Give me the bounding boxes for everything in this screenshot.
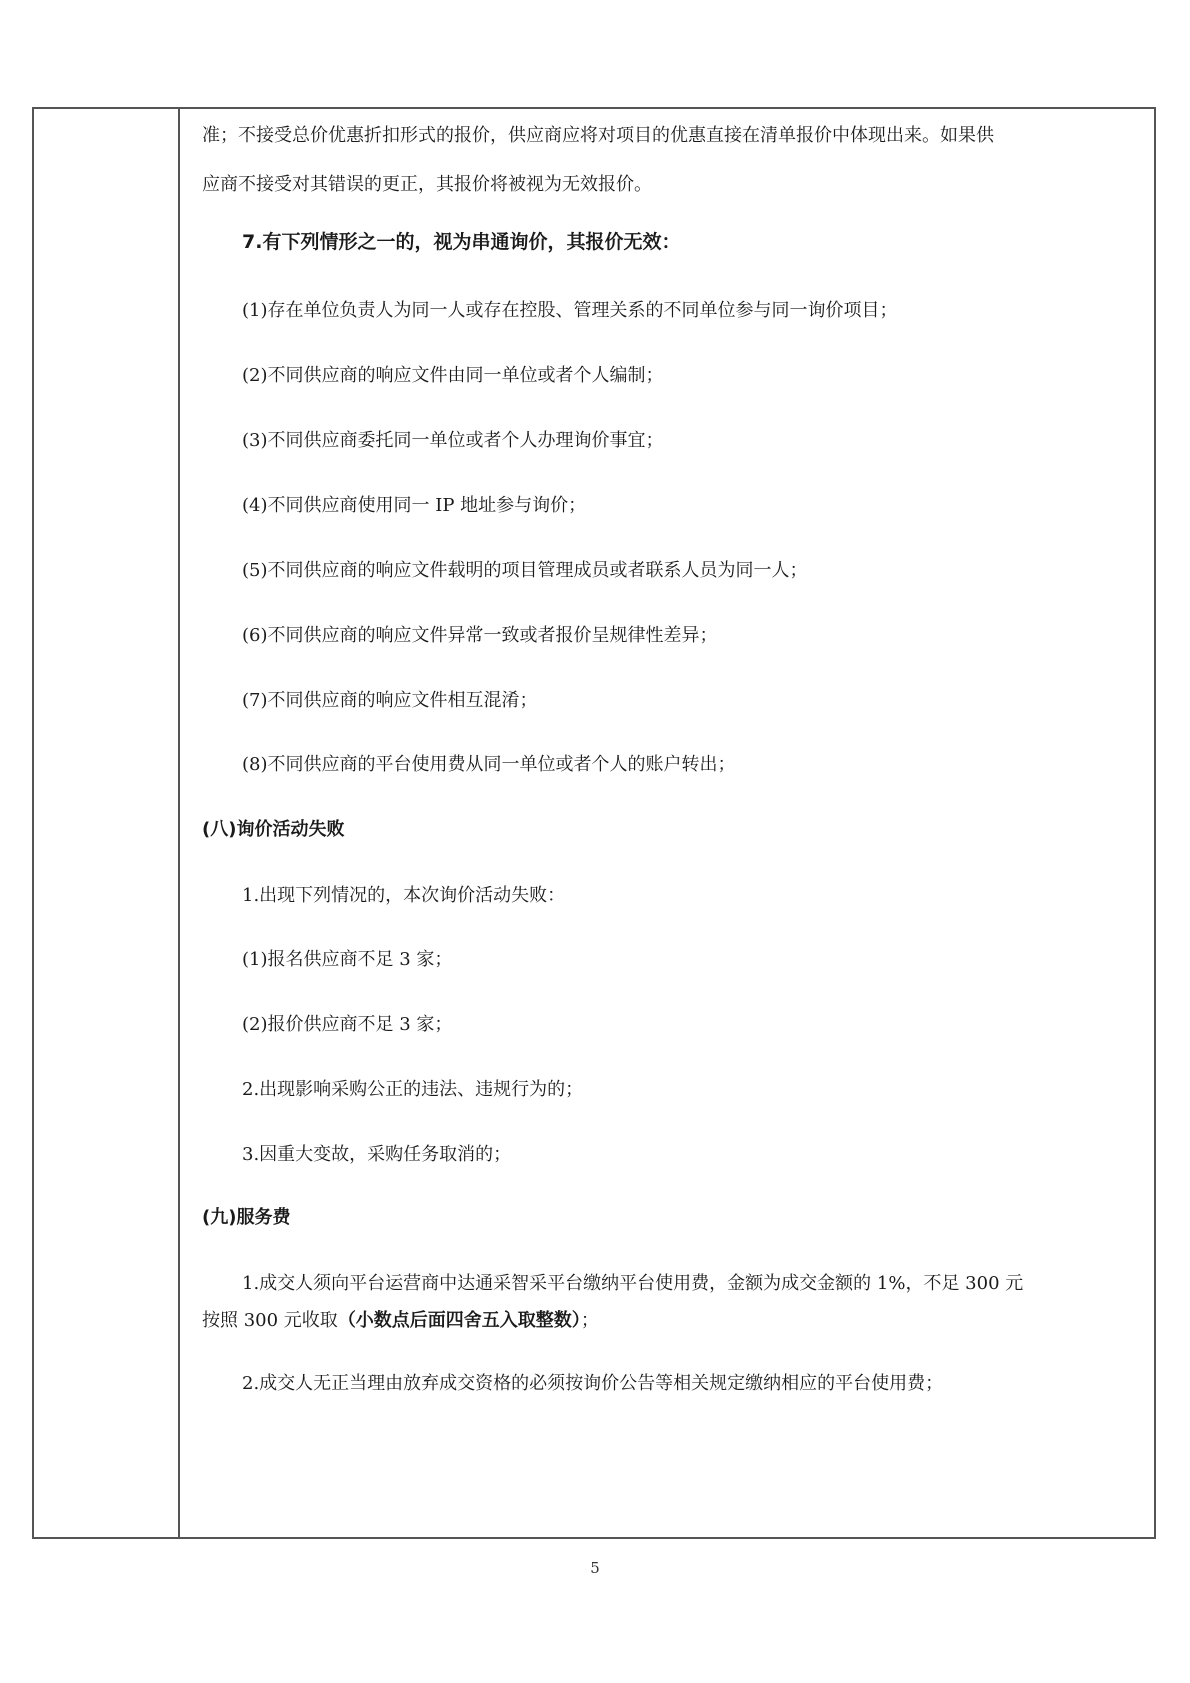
collusion-heading: 7.有下列情形之一的，视为串通询价，其报价无效： (242, 231, 681, 253)
collusion-item-1: (1)存在单位负责人为同一人或存在控股、管理关系的不同单位参与同一询价项目； (242, 300, 898, 321)
fee-item-2: 2.成交人无正当理由放弃成交资格的必须按询价公告等相关规定缴纳相应的平台使用费； (242, 1373, 944, 1394)
fee-item-1-text: 按照 300 元收取 (202, 1310, 338, 1331)
collusion-item-6: (6)不同供应商的响应文件异常一致或者报价呈规律性差异； (242, 625, 718, 646)
failure-item-3: 3.因重大变故，采购任务取消的； (242, 1144, 512, 1165)
collusion-item-5: (5)不同供应商的响应文件载明的项目管理成员或者联系人员为同一人； (242, 560, 808, 581)
failure-sub-item-2: (2)报价供应商不足 3 家； (242, 1014, 453, 1035)
collusion-item-2: (2)不同供应商的响应文件由同一单位或者个人编制； (242, 365, 664, 386)
continued-text-line-2: 应商不接受对其错误的更正，其报价将被视为无效报价。 (202, 174, 652, 195)
fee-item-1-line-1: 1.成交人须向平台运营商中达通采智采平台缴纳平台使用费，金额为成交金额的 1%，不足 300 元 (242, 1273, 1024, 1294)
content-table (32, 107, 1156, 1539)
failure-sub-item-1: (1)报名供应商不足 3 家； (242, 949, 453, 970)
table-content-column (180, 109, 1154, 1537)
fee-item-1-bold-note: （小数点后面四舍五入取整数） (337, 1310, 581, 1331)
collusion-item-3: (3)不同供应商委托同一单位或者个人办理询价事宜； (242, 430, 664, 451)
fee-item-1-punct: ； (580, 1310, 599, 1331)
section-8-title: (八)询价活动失败 (202, 819, 345, 840)
continued-text-line-1: 准；不接受总价优惠折扣形式的报价，供应商应将对项目的优惠直接在清单报价中体现出来。如果供 (202, 125, 994, 146)
collusion-item-8: (8)不同供应商的平台使用费从同一单位或者个人的账户转出； (242, 754, 736, 775)
table-label-column (34, 109, 180, 1537)
fee-item-1-line-2 (202, 1308, 599, 1334)
collusion-item-4: (4)不同供应商使用同一 IP 地址参与询价； (242, 495, 587, 516)
failure-item-2: 2.出现影响采购公正的违法、违规行为的； (242, 1079, 584, 1100)
collusion-item-7: (7)不同供应商的响应文件相互混淆； (242, 690, 538, 711)
failure-intro: 1.出现下列情况的，本次询价活动失败： (242, 885, 566, 906)
page-number: 5 (590, 1559, 600, 1577)
section-9-title: (九)服务费 (202, 1207, 291, 1228)
